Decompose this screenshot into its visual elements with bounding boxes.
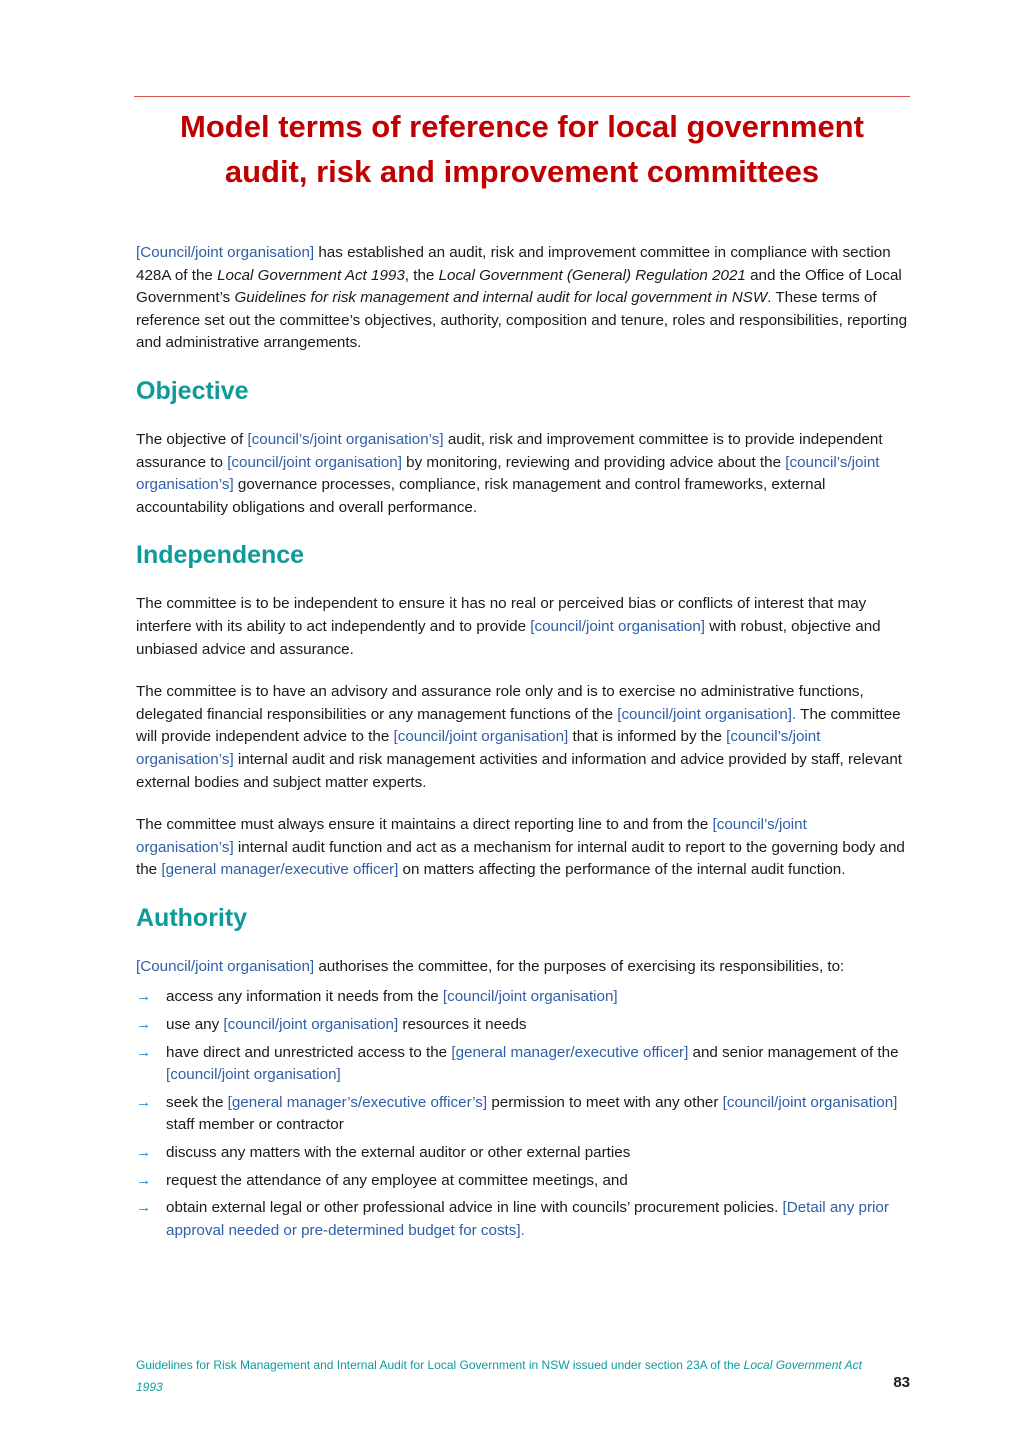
page-footer bbox=[136, 1354, 866, 1398]
placeholder: [council/joint organisation] bbox=[227, 453, 402, 471]
placeholder: [council/joint organisation] bbox=[442, 988, 618, 1006]
title-rule bbox=[134, 96, 910, 97]
footer-text: Guidelines for Risk Management and Internal Audit for Local Government in NSW issued under section 23A of the bbox=[136, 1358, 744, 1372]
arrow-right-icon: → bbox=[136, 1093, 152, 1111]
document-body bbox=[136, 242, 908, 1247]
placeholder: [council/joint organisation] bbox=[722, 1093, 898, 1111]
text: internal audit and risk management activities and information and advice provided by staff, relevant external bodies and subject matter experts. bbox=[136, 750, 903, 791]
authority-intro bbox=[136, 956, 908, 979]
placeholder: [council’s/joint organisation’s] bbox=[136, 816, 807, 856]
placeholder: [general manager/executive officer] bbox=[451, 1043, 689, 1061]
independence-paragraph-1 bbox=[136, 593, 908, 661]
text: internal audit function and act as a mechanism for internal audit to report to the governing body and the bbox=[136, 838, 905, 879]
text: use any bbox=[166, 1016, 224, 1034]
placeholder: [general manager/executive officer] bbox=[161, 861, 399, 879]
list-item bbox=[136, 1142, 908, 1165]
heading-independence: Independence bbox=[136, 541, 305, 570]
arrow-right-icon: → bbox=[136, 1144, 152, 1162]
placeholder: [council’s/joint organisation’s] bbox=[247, 430, 444, 448]
act-name: Local Government Act 1993 bbox=[217, 266, 405, 284]
text: discuss any matters with the external auditor or other external parties bbox=[166, 1144, 631, 1162]
independence-paragraph-2 bbox=[136, 681, 908, 794]
placeholder: [general manager’s/executive officer’s] bbox=[227, 1093, 488, 1111]
text: The committee is to have an advisory and assurance role only and is to exercise no administrative functions, delegated financial responsibilities or any management functions of the bbox=[136, 683, 864, 723]
objective-paragraph bbox=[136, 429, 908, 519]
arrow-right-icon: → bbox=[136, 988, 152, 1006]
text: The objective of bbox=[136, 430, 248, 448]
placeholder: [council’s/joint organisation’s] bbox=[136, 728, 821, 768]
text: on matters affecting the performance of the internal audit function. bbox=[398, 861, 846, 879]
page-number: 83 bbox=[893, 1374, 910, 1391]
text: with robust, objective and unbiased advice and assurance. bbox=[136, 617, 881, 658]
text: , the bbox=[404, 266, 439, 284]
title-line-2: audit, risk and improvement committees bbox=[224, 154, 820, 189]
text: permission to meet with any other bbox=[487, 1093, 723, 1111]
list-item bbox=[136, 1042, 908, 1087]
regulation-name: Local Government (General) Regulation 2021 bbox=[438, 266, 746, 284]
list-item bbox=[136, 1170, 908, 1193]
placeholder: [council/joint organisation] bbox=[393, 728, 569, 746]
text: by monitoring, reviewing and providing advice about the bbox=[401, 453, 786, 471]
intro-paragraph bbox=[136, 242, 908, 355]
placeholder: [council’s/joint organisation’s] bbox=[136, 453, 880, 494]
authority-list bbox=[136, 986, 908, 1242]
text: The committee will provide independent advice to the bbox=[136, 705, 901, 746]
text: and senior management of the bbox=[688, 1043, 899, 1061]
arrow-right-icon: → bbox=[136, 1043, 152, 1061]
text: The committee is to be independent to ensure it has no real or perceived bias or conflicts of interest that may interfere with its ability to act independently and to provide bbox=[136, 595, 867, 635]
text: audit, risk and improvement committee is to provide independent assurance to bbox=[136, 430, 883, 471]
text: has established an audit, risk and improvement committee in compliance with section 428A of the bbox=[136, 244, 891, 284]
text: The committee must always ensure it maintains a direct reporting line to and from the bbox=[136, 816, 713, 834]
heading-authority: Authority bbox=[136, 903, 248, 932]
list-item bbox=[136, 1197, 908, 1242]
list-item bbox=[136, 986, 908, 1009]
text: have direct and unrestricted access to the bbox=[166, 1043, 452, 1061]
text: authorises the committee, for the purposes of exercising its responsibilities, to: bbox=[314, 957, 845, 975]
placeholder: [Council/joint organisation] bbox=[136, 957, 315, 975]
text: that is informed by the bbox=[568, 728, 727, 746]
title-line-1: Model terms of reference for local government bbox=[180, 109, 864, 144]
text: resources it needs bbox=[398, 1016, 527, 1034]
text: obtain external legal or other professional advice in line with councils’ procurement policies. bbox=[166, 1199, 783, 1217]
placeholder: [council/joint organisation] bbox=[530, 617, 706, 635]
arrow-right-icon: → bbox=[136, 1171, 152, 1189]
placeholder: [Detail any prior approval needed or pre-determined budget for costs]. bbox=[166, 1199, 889, 1239]
placeholder: [council/joint organisation] bbox=[223, 1016, 399, 1034]
text: staff member or contractor bbox=[166, 1116, 344, 1134]
list-item bbox=[136, 1014, 908, 1037]
page-title bbox=[120, 104, 924, 194]
arrow-right-icon: → bbox=[136, 1199, 152, 1217]
text: request the attendance of any employee at committee meetings, and bbox=[166, 1171, 628, 1189]
text: access any information it needs from the bbox=[166, 988, 443, 1006]
text: and the Office of Local Government’s bbox=[136, 266, 902, 307]
independence-paragraph-3 bbox=[136, 814, 908, 882]
placeholder: [Council/joint organisation] bbox=[136, 244, 315, 261]
text: seek the bbox=[166, 1093, 228, 1111]
placeholder: [council/joint organisation]. bbox=[617, 705, 797, 723]
list-item bbox=[136, 1092, 908, 1137]
footer-act-name: Local Government Act 1993 bbox=[136, 1358, 862, 1394]
heading-objective: Objective bbox=[136, 376, 249, 405]
text: governance processes, compliance, risk management and control frameworks, external accountability obligations and overall performance. bbox=[136, 476, 826, 516]
arrow-right-icon: → bbox=[136, 1016, 152, 1034]
placeholder: [council/joint organisation] bbox=[166, 1066, 341, 1084]
guidelines-name: Guidelines for risk management and internal audit for local government in NSW bbox=[234, 289, 768, 307]
text: . These terms of reference set out the committee’s objectives, authority, composition and tenure, roles and responsibilities, reporting and administrative arrangements. bbox=[136, 289, 908, 352]
